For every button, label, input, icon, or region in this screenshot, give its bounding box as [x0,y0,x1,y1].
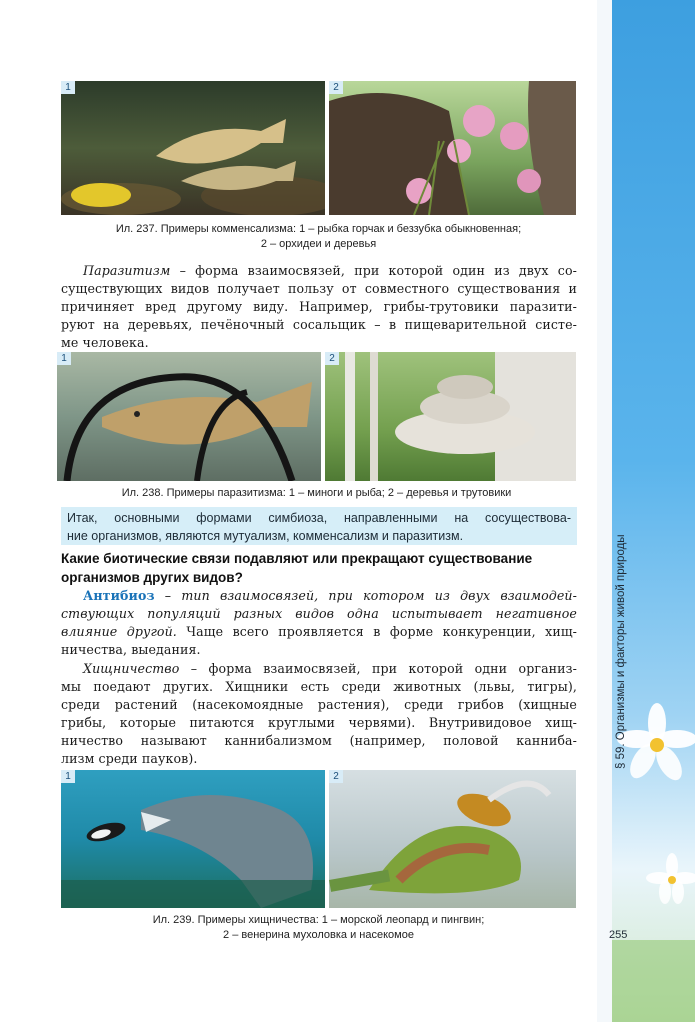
photo-label: 1 [61,81,75,94]
sidebar-margin [597,0,612,1022]
photo-orchids-tree [329,81,576,215]
term-parasitism: Паразитизм [83,263,171,278]
photo-label: 1 [57,352,71,365]
flower-decoration [612,0,695,1022]
photo-bitterling-mussel [61,81,325,215]
section-title: § 59. Организмы и факторы живой природы [615,534,627,769]
photo-label: 2 [329,770,343,783]
figure-caption: Ил. 239. Примеры хищничества: 1 – морской леопард и пингвин; 2 – венерина мухоловка и насекомое [152,914,485,941]
photo-trees-bracket-fungi [325,352,576,481]
page-number: 255 [609,929,628,941]
parasitism-paragraph: Паразитизм – форма взаимосвязей, при которой один из двух со- существующих видов получает пользу от совместного существования и причиняет вред другому виду. Например, грибы-трутовики паразити- руют на деревьях, печёночный сосальщик – в пищеварительной систе- ме человека. [61,263,577,350]
figure-caption: Ил. 237. Примеры комменсализма: 1 – рыбка горчак и беззубка обыкновенная; 2 – орхидеи и деревья [115,223,522,250]
photo-label: 2 [325,352,339,365]
summary-box: Итак, основными формами симбиоза, направленными на сосуществова- ние организмов, являются мутуализм, комменсализм и паразитизм. [61,507,577,545]
figure-caption: Ил. 238. Примеры паразитизма: 1 – миноги и рыба; 2 – деревья и трутовики [121,487,512,499]
photo-label: 2 [329,81,343,94]
sidebar-background [612,0,695,1022]
term-antibiosis: Антибиоз [83,588,155,603]
question-heading: Какие биотические связи подавляют или прекращают существование организмов других видов? [61,551,533,585]
predation-paragraph: Хищничество – форма взаимосвязей, при которой одни организ- мы поедают других. Хищники есть среди животных (львы, тигры), среди растений (насекомоядные растения), среди грибов (хищные грибы, которые питаются круглыми червями). Внутривидовое хищ- ничество называют каннибализмом (например, половой канниба- лизм среди пауков). [61,661,577,766]
photo-venus-flytrap-insect [329,770,576,908]
antibiosis-paragraph: Антибиоз – тип взаимосвязей, при котором из двух взаимодей- ствующих популяций разных видов одна испытывает негативное влияние другой. Чаще всего проявляется в форме конкуренции, хищ- ничества, выедания. [61,588,577,657]
photo-leopard-seal-penguin [61,770,325,908]
photo-lamprey-fish [57,352,321,481]
term-predation: Хищничество [83,661,180,676]
photo-label: 1 [61,770,75,783]
